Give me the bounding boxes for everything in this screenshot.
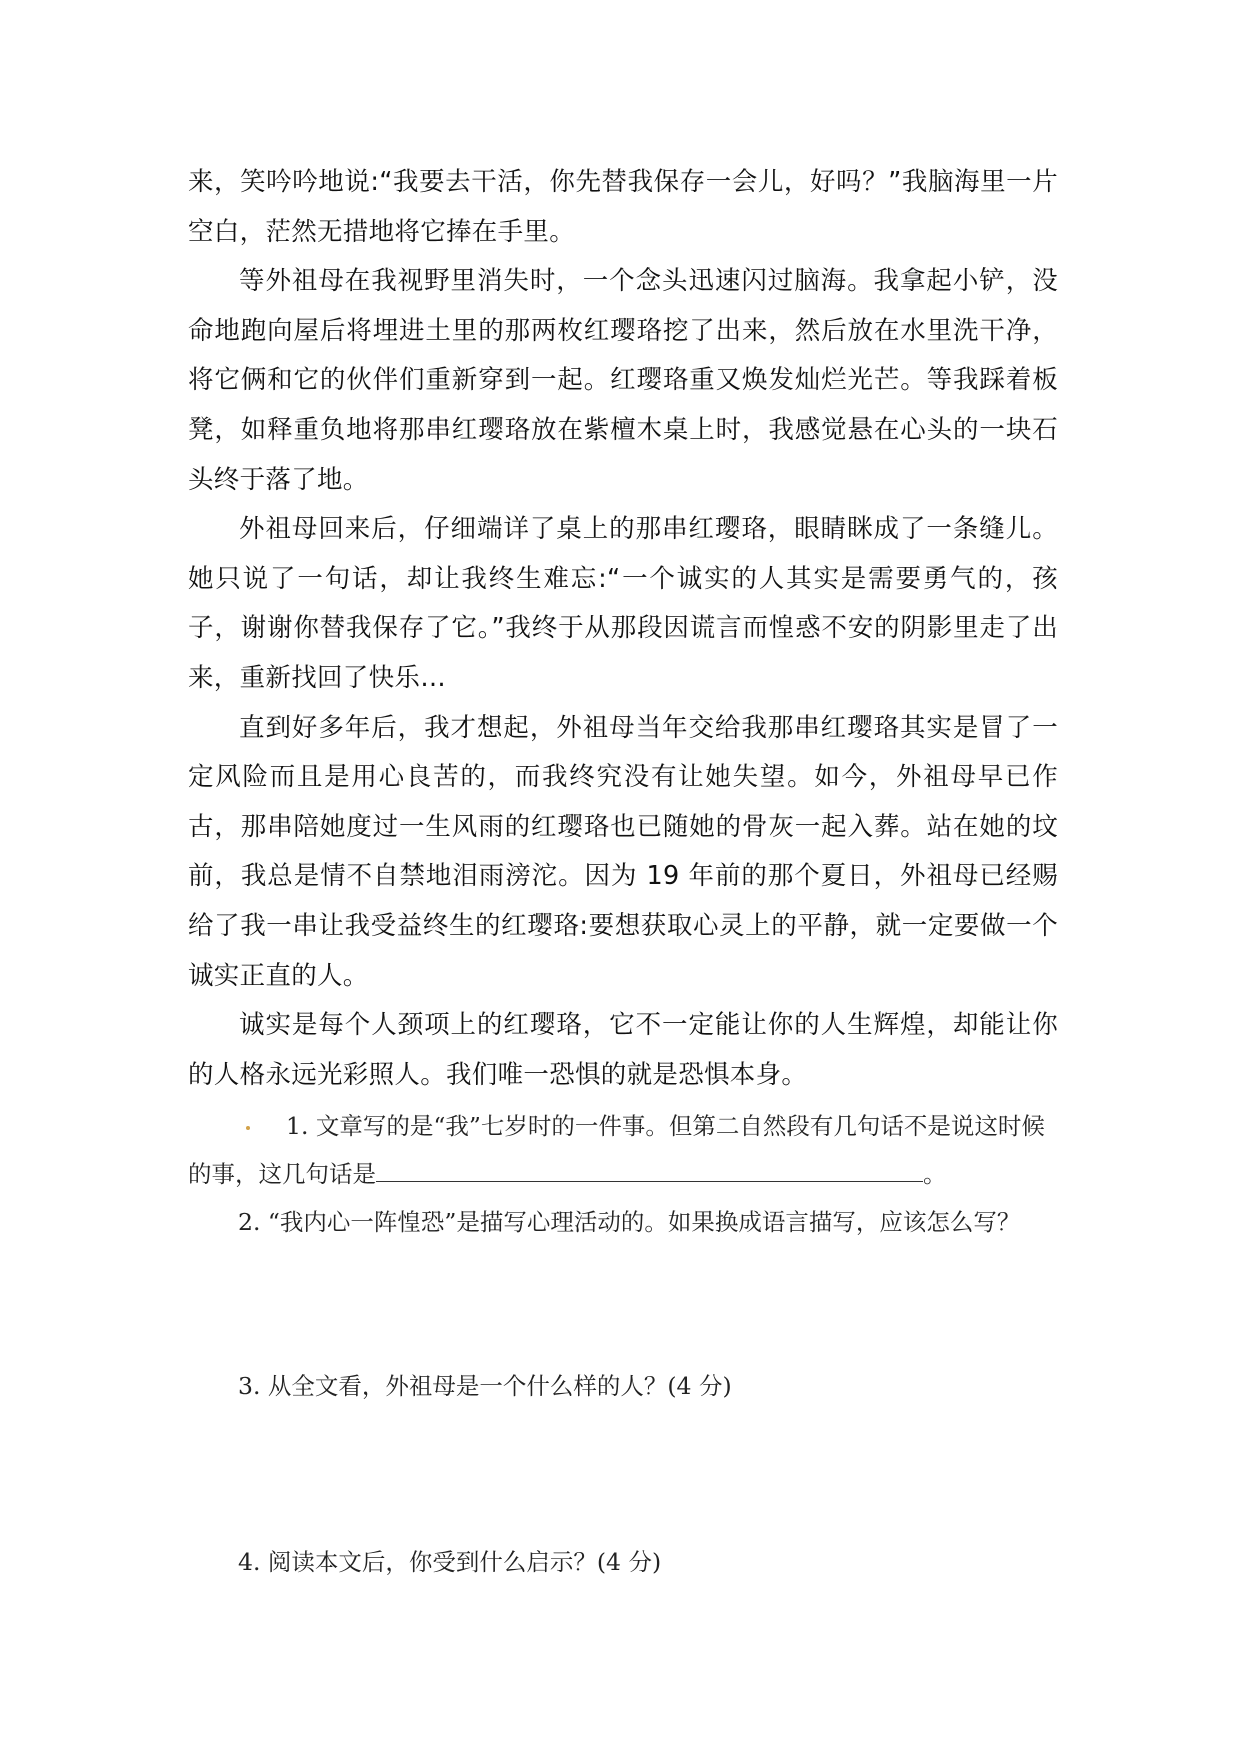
question-1 [188, 1102, 1058, 1198]
question-4: 4. 阅读本文后，你受到什么启示？(4 分) [238, 1548, 662, 1576]
question-1-text: 1. 文章写的是“我”七岁时的一件事。但第二自然段有几句话不是说这时候的事，这几句话是 [188, 1112, 1045, 1188]
question-2: 2. “我内心一阵惶恐”是描写心理活动的。如果换成语言描写，应该怎么写？ [238, 1208, 1021, 1236]
passage-paragraph: 外祖母回来后，仔细端详了桌上的那串红璎珞，眼睛眯成了一条缝儿。她只说了一句话，却让我终生难忘:“一个诚实的人其实是需要勇气的，孩子，谢谢你替我保存了它。”我终于从那段因谎言而惶惑不安的阴影里走了出来，重新找回了快乐… [188, 514, 1058, 693]
stray-mark [246, 1126, 250, 1130]
question-3: 3. 从全文看，外祖母是一个什么样的人？(4 分) [238, 1372, 732, 1400]
reading-passage [188, 158, 1058, 1100]
passage-paragraph: 诚实是每个人颈项上的红璎珞，它不一定能让你的人生辉煌，却能让你的人格永远光彩照人。我们唯一恐惧的就是恐惧本身。 [188, 1010, 1058, 1090]
passage-paragraph: 来，笑吟吟地说:“我要去干活，你先替我保存一会儿，好吗？”我脑海里一片空白，茫然无措地将它捧在手里。 [188, 167, 1058, 247]
passage-paragraph: 直到好多年后，我才想起，外祖母当年交给我那串红璎珞其实是冒了一定风险而且是用心良苦的，而我终究没有让她失望。如今，外祖母早已作古，那串陪她度过一生风雨的红璎珞也已随她的骨灰一起入葬。站在她的坟前，我总是情不自禁地泪雨滂沱。因为 19 年前的那个夏日，外祖母已经赐给了我一串让我受益终生的红璎珞:要想获取心灵上的平静，就一定要做一个诚实正直的人。 [188, 712, 1058, 991]
answer-blank-1[interactable] [376, 1151, 638, 1182]
passage-paragraph: 等外祖母在我视野里消失时，一个念头迅速闪过脑海。我拿起小铲，没命地跑向屋后将埋进土里的那两枚红璎珞挖了出来，然后放在水里洗干净，将它俩和它的伙伴们重新穿到一起。红璎珞重又焕发灿烂光芒。等我踩着板凳，如释重负地将那串红璎珞放在紫檀木桌上时，我感觉悬在心头的一块石头终于落了地。 [188, 266, 1058, 495]
question-1-end: 。 [923, 1160, 947, 1188]
question-section [188, 1102, 1058, 1586]
answer-blank-2[interactable] [638, 1151, 923, 1182]
